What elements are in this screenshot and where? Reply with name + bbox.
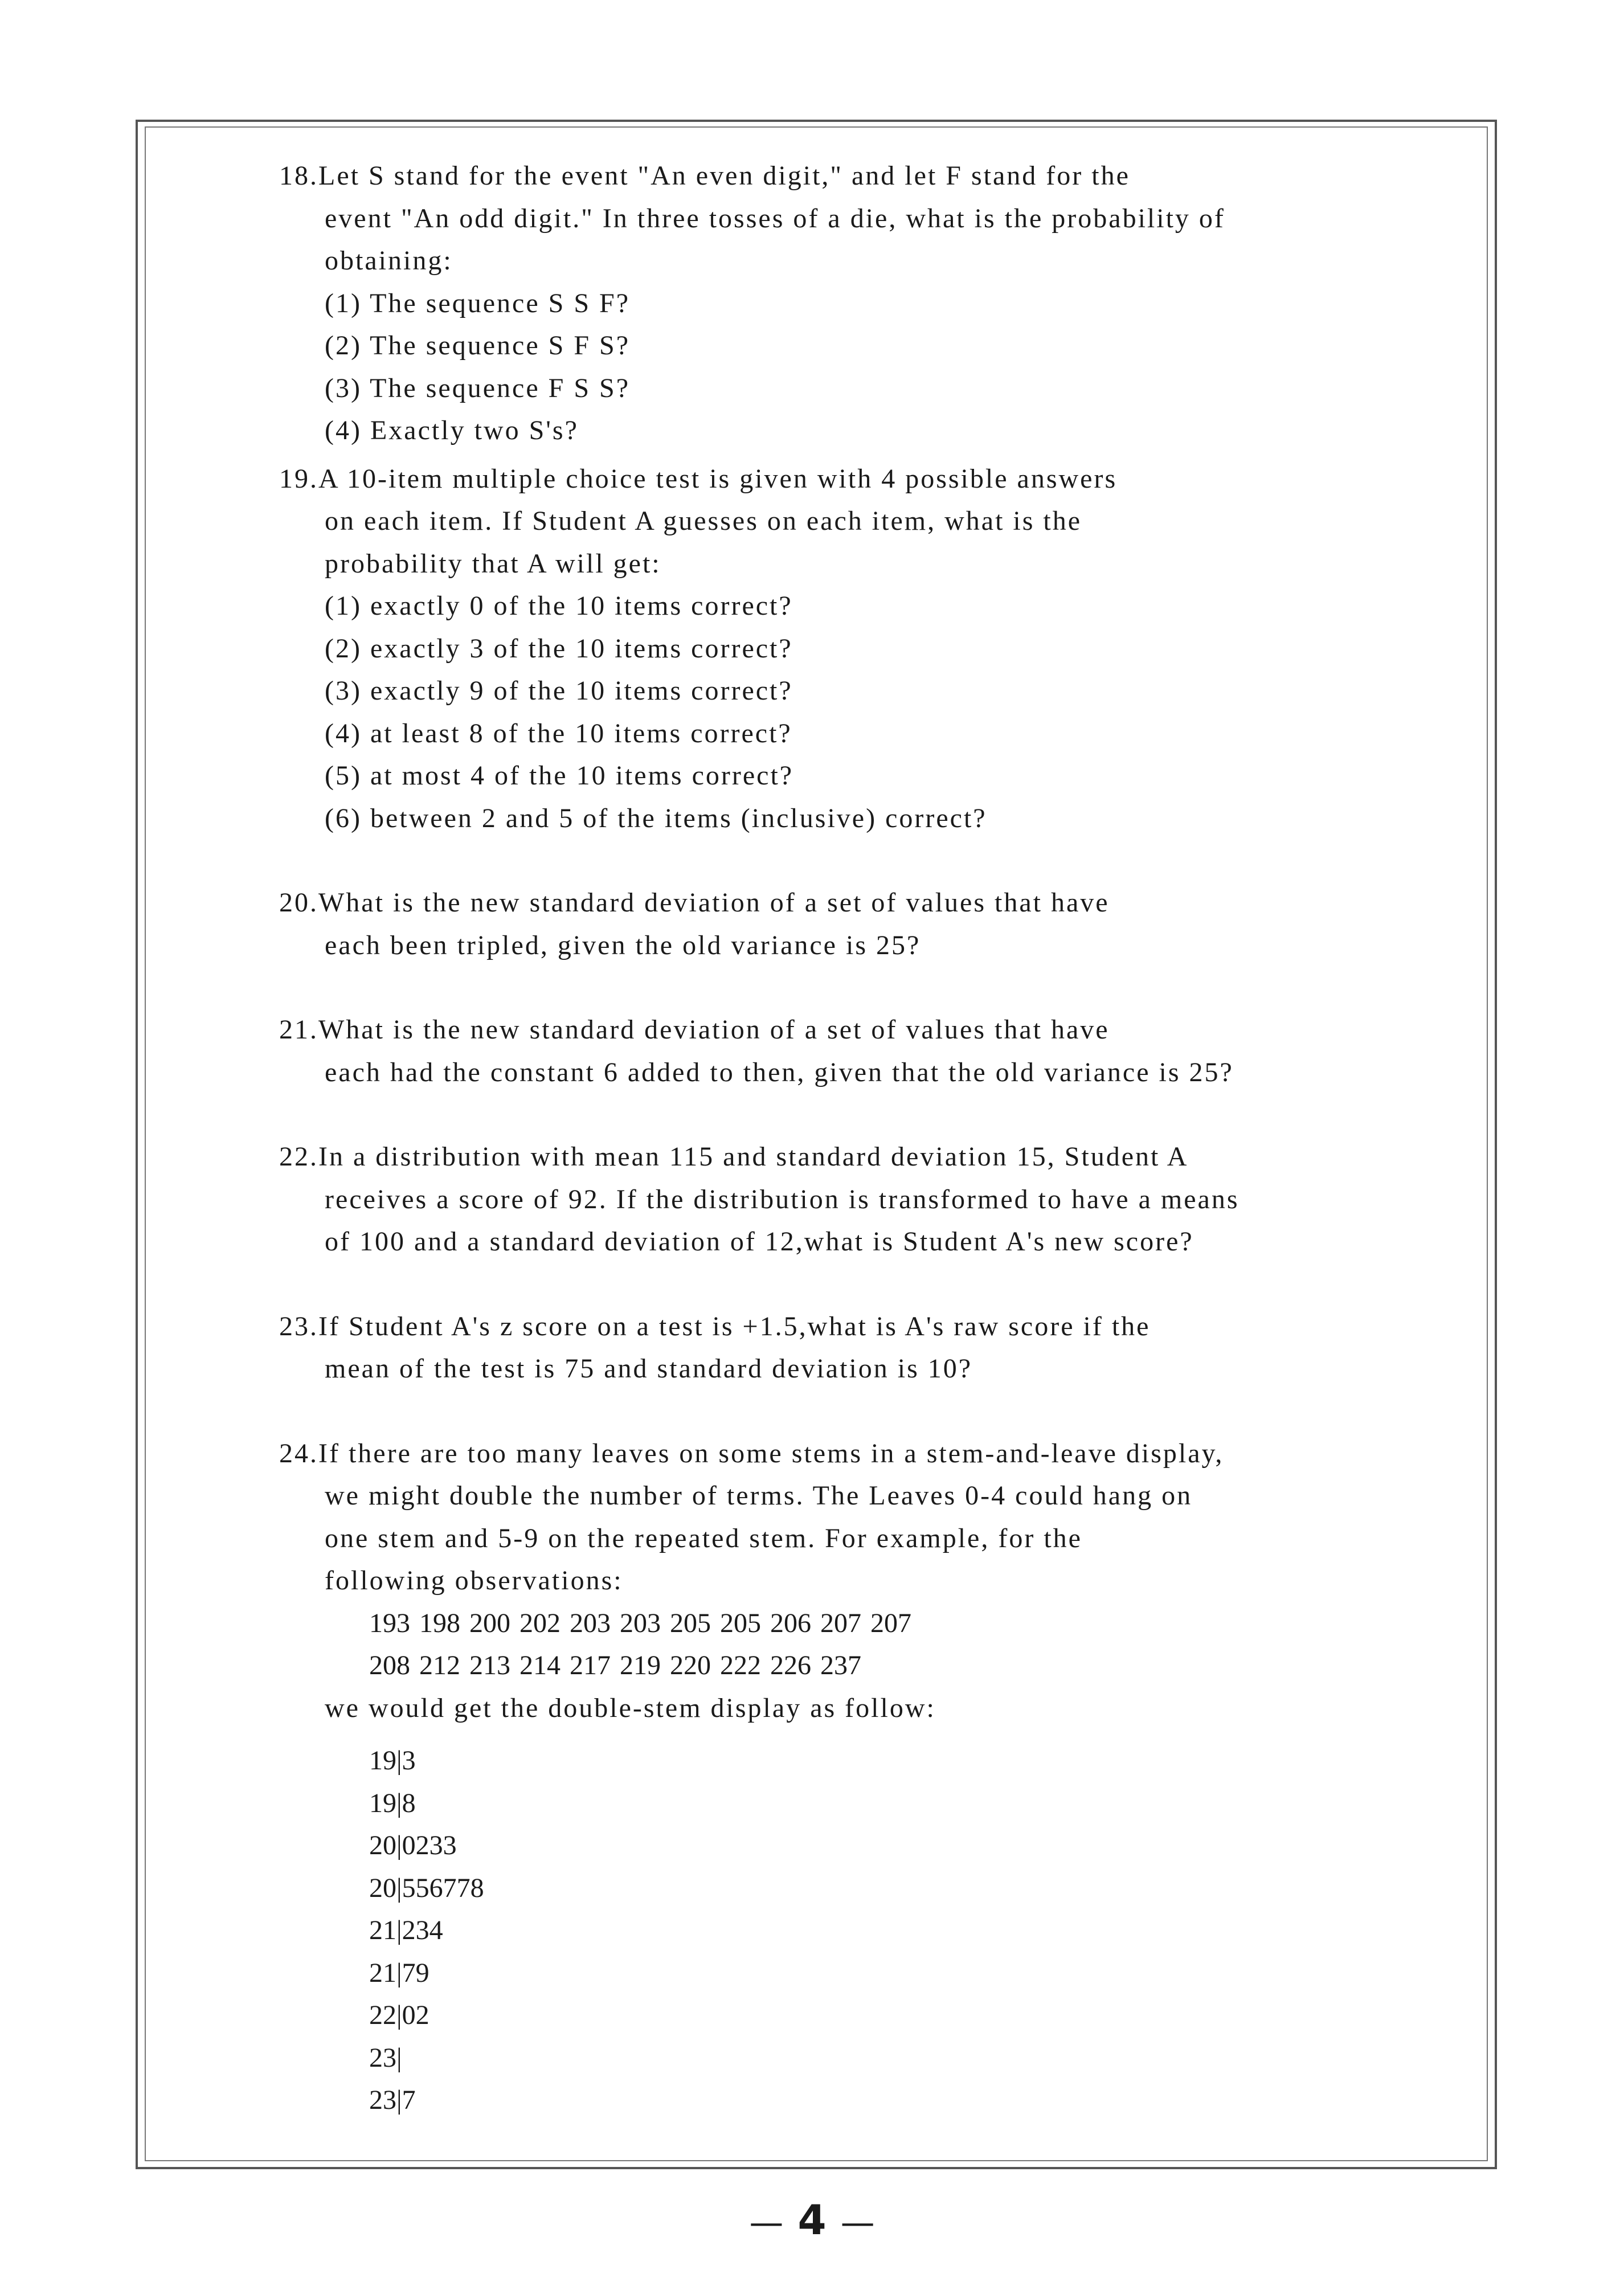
spacer: [279, 1391, 1464, 1433]
question-18-option-4: (4) Exactly two S's?: [325, 415, 579, 445]
observations-row-2: 208 212 213 214 217 219 220 222 226 237: [369, 1650, 861, 1680]
question-22-line-1: 22.In a distribution with mean 115 and standard deviation 15, Student A: [279, 1142, 1189, 1172]
question-24: [279, 1433, 1464, 2122]
spacer: [279, 1263, 1464, 1306]
stem-row: 19|8: [369, 1788, 416, 1818]
exam-content: [279, 155, 1464, 2122]
stem-and-leaf-display: [279, 1740, 1464, 2122]
stem-row: 19|3: [369, 1745, 416, 1776]
page-number: [0, 2196, 1624, 2244]
question-24-line-3: one stem and 5-9 on the repeated stem. For example, for the: [325, 1523, 1082, 1553]
question-23: [279, 1306, 1464, 1391]
question-21-line-2: each had the constant 6 added to then, given that the old variance is 25?: [325, 1057, 1234, 1087]
question-19-option-5: (5) at most 4 of the 10 items correct?: [325, 760, 794, 791]
question-19-option-4: (4) at least 8 of the 10 items correct?: [325, 718, 792, 749]
question-19-option-6: (6) between 2 and 5 of the items (inclusive) correct?: [325, 803, 987, 833]
question-23-line-2: mean of the test is 75 and standard deviation is 10?: [325, 1353, 973, 1384]
question-19-option-3: (3) exactly 9 of the 10 items correct?: [325, 676, 793, 706]
question-19-option-2: (2) exactly 3 of the 10 items correct?: [325, 633, 793, 664]
question-20: [279, 882, 1464, 967]
question-24-line-4: following observations:: [325, 1565, 623, 1596]
question-19-line-2: on each item. If Student A guesses on each item, what is the: [325, 506, 1082, 536]
question-18-line-2: event "An odd digit." In three tosses of a die, what is the probability of: [325, 203, 1225, 234]
question-22-line-3: of 100 and a standard deviation of 12,what is Student A's new score?: [325, 1226, 1194, 1257]
stem-row: 23|: [369, 2042, 402, 2073]
question-18-option-3: (3) The sequence F S S?: [325, 373, 631, 403]
stem-row: 23|7: [369, 2085, 416, 2115]
stem-row: 22|02: [369, 2000, 429, 2030]
question-19-line-3: probability that A will get:: [325, 548, 661, 579]
stem-row: 21|234: [369, 1915, 443, 1945]
question-18-option-1: (1) The sequence S S F?: [325, 288, 631, 318]
stem-row: 20|0233: [369, 1830, 457, 1860]
question-22: [279, 1136, 1464, 1263]
question-22-line-2: receives a score of 92. If the distribution is transformed to have a means: [325, 1184, 1240, 1214]
observations-row-1: 193 198 200 202 203 203 205 205 206 207 207: [369, 1608, 911, 1638]
question-18-option-2: (2) The sequence S F S?: [325, 330, 631, 361]
spacer: [279, 967, 1464, 1009]
stem-row: 21|79: [369, 1957, 429, 1988]
question-21: [279, 1009, 1464, 1094]
page-number-dash-right: —: [840, 2203, 875, 2243]
question-19-option-1: (1) exactly 0 of the 10 items correct?: [325, 591, 793, 621]
question-24-line-1: 24.If there are too many leaves on some stems in a stem-and-leave display,: [279, 1438, 1224, 1469]
question-24-line-2: we might double the number of terms. The Leaves 0-4 could hang on: [325, 1481, 1193, 1511]
question-20-line-1: 20.What is the new standard deviation of a set of values that have: [279, 888, 1110, 918]
page-number-dash-left: —: [749, 2203, 784, 2243]
question-19-line-1: 19.A 10-item multiple choice test is given with 4 possible answers: [279, 463, 1118, 494]
question-18: [279, 155, 1464, 452]
question-20-line-2: each been tripled, given the old variance is 25?: [325, 930, 921, 960]
question-18-line-3: obtaining:: [325, 246, 453, 276]
question-19: [279, 458, 1464, 840]
page-number-value: 4: [797, 2196, 827, 2244]
spacer: [279, 840, 1464, 882]
question-18-line-1: 18.Let S stand for the event "An even digit," and let F stand for the: [279, 161, 1130, 191]
question-23-line-1: 23.If Student A's z score on a test is +1.5,what is A's raw score if the: [279, 1311, 1151, 1342]
question-24-after-text: we would get the double-stem display as follow:: [325, 1692, 936, 1723]
question-21-line-1: 21.What is the new standard deviation of a set of values that have: [279, 1015, 1110, 1045]
stem-row: 20|556778: [369, 1872, 484, 1903]
spacer: [279, 1094, 1464, 1136]
